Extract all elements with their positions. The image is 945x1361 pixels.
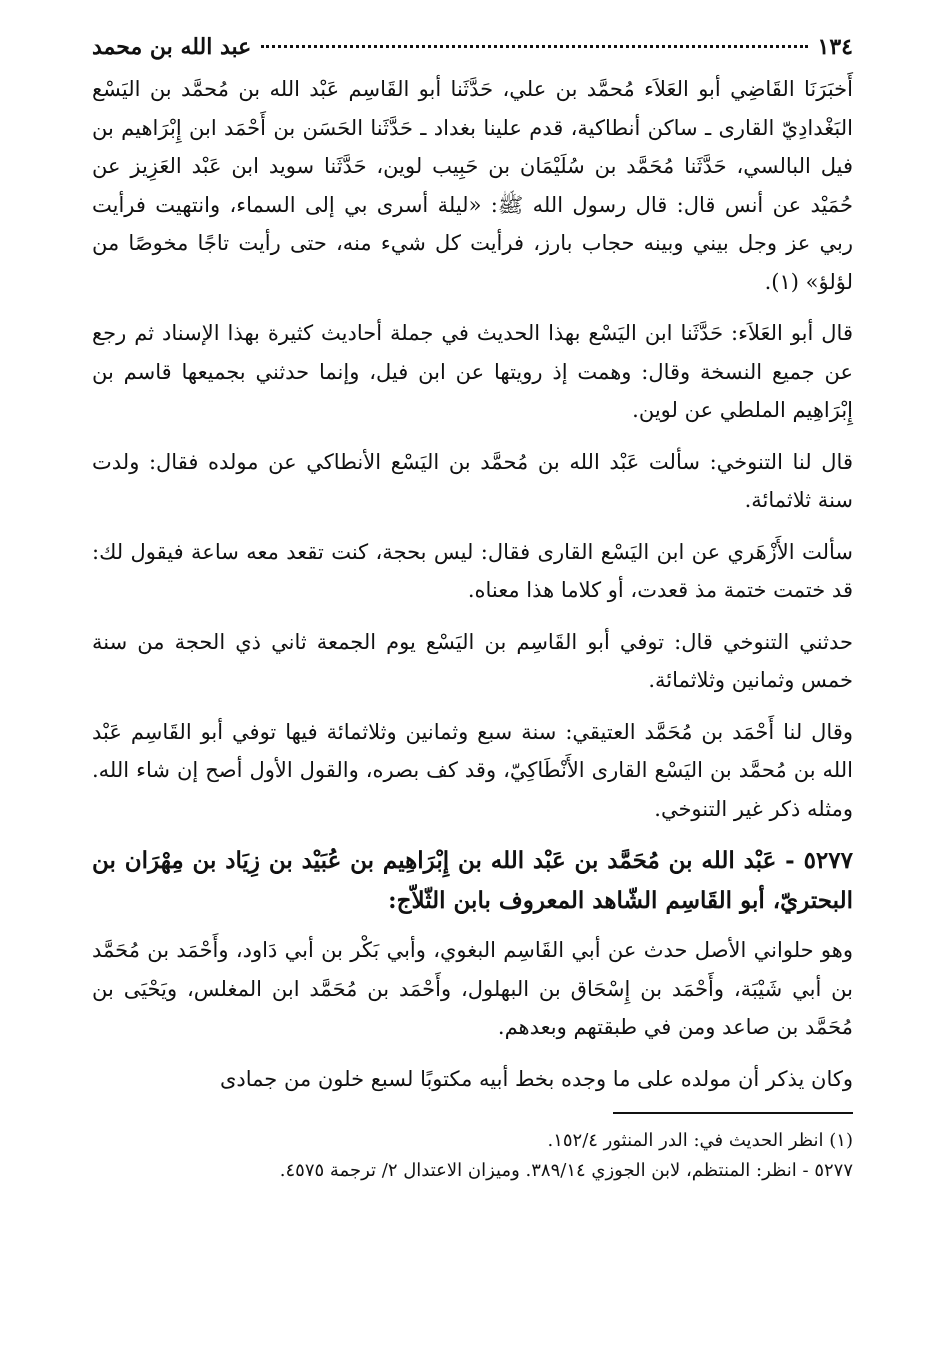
footnote-separator [613,1112,853,1114]
footnote: ٥٢٧٧ - انظر: المنتظم، لابن الجوزي ٣٨٩/١٤. وميزان الاعتدال ٢/ ترجمة ٤٥٧٥. [279,1160,853,1181]
page-number: ١٣٤ [817,34,853,60]
paragraph: وكان يذكر أن مولده على ما وجده بخط أبيه مكتوبًا لسبع خلون من جمادى [219,1066,853,1091]
running-head [92,30,853,66]
paragraph: حدثني التنوخي قال: توفي أبو القَاسِم بن اليَسْع يوم الجمعة ثاني ذي الحجة من سنة خمس وثمانين وثلاثمائة. [92,629,853,692]
main-text [92,70,853,1098]
paragraph: وهو حلواني الأصل حدث عن أبي القَاسِم البغوي، وأبي بَكْر بن أبي دَاود، وأَحْمَد بن مُحَمَّد بن أبي شَيْبَة، وأَحْمَد بن إِسْحَاق بن البهلول، وأَحْمَد بن مُحَمَّد ابن المغلس، ويَحْيَى بن مُحَمَّد بن صاعد ومن في طبقتهم وبعدهم. [92,938,853,1039]
paragraph: قال لنا التنوخي: سألت عَبْد الله بن مُحمَّد بن اليَسْع الأنطاكي عن مولده فقال: ولدت سنة ثلاثمائة. [92,449,853,512]
entry-heading: ٥٢٧٧ - عَبْد الله بن مُحَمَّد بن عَبْد الله بن إِبْرَاهِيم بن عُبَيْد بن زِيَاد بن مِهْرَان بن البحتريّ، أبو القَاسِم الشّاهد المعروف بابن الثّلاّج: [92,847,853,914]
paragraph: أَخبَرَنَا القَاضِي أبو العَلاَء مُحمَّد بن علي، حَدَّثَنا أبو القَاسِم عَبْد الله بن مُحمَّد بن اليَسْع البَغْدادِيّ القارى ـ ساكن أنطاكية، قدم علينا بغداد ـ حَدَّثَنا الحَسَن بن أَحْمَد ابن إِبْرَاهيم بن فيل البالسي، حَدَّثَنا مُحَمَّد بن سُلَيْمَان بن حَبِيب لوين، حَدَّثَنا سويد ابن عَبْد العَزِيز عن حُمَيْد عن أنس قال: قال رسول الله ﷺ: «ليلة أسرى بي إلى السماء، وانتهيت فرأيت ربي عز وجل بيني وبينه حجاب بارز، فرأيت كل شيء منه، حتى رأيت تاجًا مخوصًا من لؤلؤ» (١). [92,77,853,294]
footnotes [92,1126,853,1186]
paragraph: قال أبو العَلاَء: حَدَّثَنا ابن اليَسْع بهذا الحديث في جملة أحاديث كثيرة بهذا الإسناد ثم رجع عن جميع النسخة وقال: وهمت إذ رويتها عن ابن فيل، وإنما حدثني بجميعها قاسم بن إِبْرَاهِيم الملطي عن لوين. [92,321,853,422]
running-head-title: عبد الله بن محمد [92,34,252,60]
book-page [92,30,853,1331]
footnote: (١) انظر الحديث في: الدر المنثور ١٥٢/٤. [547,1130,853,1151]
paragraph: سألت الأَزْهَري عن ابن اليَسْع القارى فقال: ليس بحجة، كنت تقعد معه ساعة فيقول لك: قد ختمت ختمة مذ قعدت، أو كلاما هذا معناه. [92,539,853,602]
dotted-leader [261,45,807,48]
paragraph: وقال لنا أَحْمَد بن مُحَمَّد العتيقي: سنة سبع وثمانين وثلاثمائة فيها توفي أبو القَاسِم عَبْد الله بن مُحمَّد بن اليَسْع القارى الأَنْطَاكِيّ، وقد كف بصره، والقول الأول أصح إن شاء الله. ومثله ذكر غير التنوخي. [92,719,853,821]
